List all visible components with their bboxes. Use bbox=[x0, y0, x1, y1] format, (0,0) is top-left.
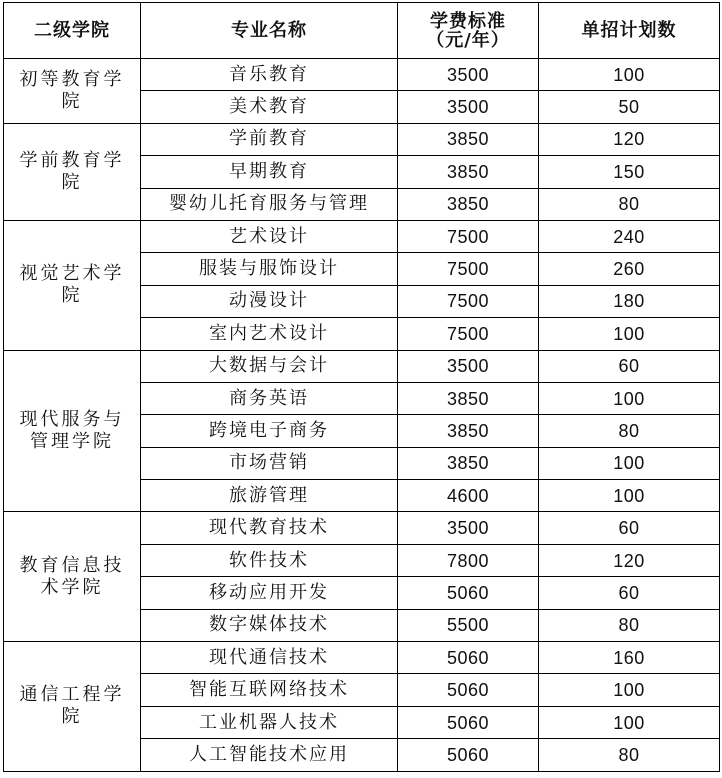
fee-cell: 5060 bbox=[398, 642, 539, 674]
major-cell: 软件技术 bbox=[141, 544, 398, 576]
header-plan: 单招计划数 bbox=[539, 3, 720, 59]
plan-cell: 120 bbox=[539, 123, 720, 155]
major-cell: 婴幼儿托育服务与管理 bbox=[141, 188, 398, 220]
plan-cell: 100 bbox=[539, 447, 720, 479]
major-cell: 跨境电子商务 bbox=[141, 415, 398, 447]
plan-cell: 80 bbox=[539, 415, 720, 447]
school-name: 现代服务与管理学院 bbox=[19, 408, 125, 452]
plan-cell: 160 bbox=[539, 642, 720, 674]
plan-cell: 100 bbox=[539, 382, 720, 414]
fee-cell: 7500 bbox=[398, 220, 539, 252]
major-cell: 动漫设计 bbox=[141, 285, 398, 317]
table-row bbox=[4, 123, 720, 155]
fee-cell: 5060 bbox=[398, 706, 539, 738]
plan-cell: 100 bbox=[539, 59, 720, 91]
plan-cell: 260 bbox=[539, 253, 720, 285]
fee-cell: 3500 bbox=[398, 59, 539, 91]
plan-cell: 60 bbox=[539, 577, 720, 609]
major-cell: 旅游管理 bbox=[141, 480, 398, 512]
header-major: 专业名称 bbox=[141, 3, 398, 59]
header-fee-line2: （元/年） bbox=[426, 29, 510, 51]
school-name: 教育信息技术学院 bbox=[19, 554, 125, 598]
table-row bbox=[4, 642, 720, 674]
header-school: 二级学院 bbox=[4, 3, 141, 59]
fee-cell: 5060 bbox=[398, 577, 539, 609]
school-cell bbox=[4, 350, 141, 512]
table-row bbox=[4, 59, 720, 91]
major-cell: 市场营销 bbox=[141, 447, 398, 479]
major-cell: 大数据与会计 bbox=[141, 350, 398, 382]
fee-cell: 3850 bbox=[398, 156, 539, 188]
school-name: 初等教育学院 bbox=[19, 68, 125, 112]
school-name: 学前教育学院 bbox=[19, 149, 125, 193]
fee-cell: 7800 bbox=[398, 544, 539, 576]
plan-cell: 100 bbox=[539, 674, 720, 706]
plan-cell: 60 bbox=[539, 512, 720, 544]
table-header bbox=[4, 3, 720, 59]
plan-cell: 120 bbox=[539, 544, 720, 576]
plan-cell: 100 bbox=[539, 706, 720, 738]
fee-cell: 5500 bbox=[398, 609, 539, 641]
enrollment-plan-table bbox=[3, 2, 720, 772]
header-row bbox=[4, 3, 720, 59]
plan-cell: 240 bbox=[539, 220, 720, 252]
plan-cell: 80 bbox=[539, 739, 720, 771]
plan-cell: 180 bbox=[539, 285, 720, 317]
fee-cell: 3850 bbox=[398, 123, 539, 155]
major-cell: 人工智能技术应用 bbox=[141, 739, 398, 771]
major-cell: 商务英语 bbox=[141, 382, 398, 414]
school-cell bbox=[4, 59, 141, 124]
plan-cell: 100 bbox=[539, 318, 720, 350]
major-cell: 现代通信技术 bbox=[141, 642, 398, 674]
major-cell: 移动应用开发 bbox=[141, 577, 398, 609]
fee-cell: 3850 bbox=[398, 447, 539, 479]
fee-cell: 7500 bbox=[398, 253, 539, 285]
major-cell: 服装与服饰设计 bbox=[141, 253, 398, 285]
header-fee bbox=[398, 3, 539, 59]
major-cell: 音乐教育 bbox=[141, 59, 398, 91]
plan-cell: 80 bbox=[539, 609, 720, 641]
plan-cell: 60 bbox=[539, 350, 720, 382]
major-cell: 现代教育技术 bbox=[141, 512, 398, 544]
table-body bbox=[4, 59, 720, 772]
school-cell bbox=[4, 642, 141, 772]
plan-cell: 100 bbox=[539, 480, 720, 512]
school-cell bbox=[4, 512, 141, 642]
major-cell: 学前教育 bbox=[141, 123, 398, 155]
fee-cell: 5060 bbox=[398, 674, 539, 706]
major-cell: 艺术设计 bbox=[141, 220, 398, 252]
fee-cell: 3500 bbox=[398, 512, 539, 544]
school-name: 视觉艺术学院 bbox=[19, 263, 125, 307]
major-cell: 室内艺术设计 bbox=[141, 318, 398, 350]
plan-cell: 150 bbox=[539, 156, 720, 188]
table-row bbox=[4, 350, 720, 382]
major-cell: 早期教育 bbox=[141, 156, 398, 188]
fee-cell: 3500 bbox=[398, 91, 539, 123]
fee-cell: 4600 bbox=[398, 480, 539, 512]
major-cell: 数字媒体技术 bbox=[141, 609, 398, 641]
table-row bbox=[4, 512, 720, 544]
fee-cell: 3850 bbox=[398, 415, 539, 447]
fee-cell: 7500 bbox=[398, 318, 539, 350]
fee-cell: 3500 bbox=[398, 350, 539, 382]
school-name: 通信工程学院 bbox=[19, 684, 125, 728]
fee-cell: 3850 bbox=[398, 188, 539, 220]
school-cell bbox=[4, 220, 141, 350]
table-row bbox=[4, 220, 720, 252]
fee-cell: 3850 bbox=[398, 382, 539, 414]
fee-cell: 5060 bbox=[398, 739, 539, 771]
plan-cell: 50 bbox=[539, 91, 720, 123]
major-cell: 工业机器人技术 bbox=[141, 706, 398, 738]
header-fee-line1: 学费标准 bbox=[430, 10, 506, 32]
plan-cell: 80 bbox=[539, 188, 720, 220]
major-cell: 美术教育 bbox=[141, 91, 398, 123]
fee-cell: 7500 bbox=[398, 285, 539, 317]
school-cell bbox=[4, 123, 141, 220]
major-cell: 智能互联网络技术 bbox=[141, 674, 398, 706]
